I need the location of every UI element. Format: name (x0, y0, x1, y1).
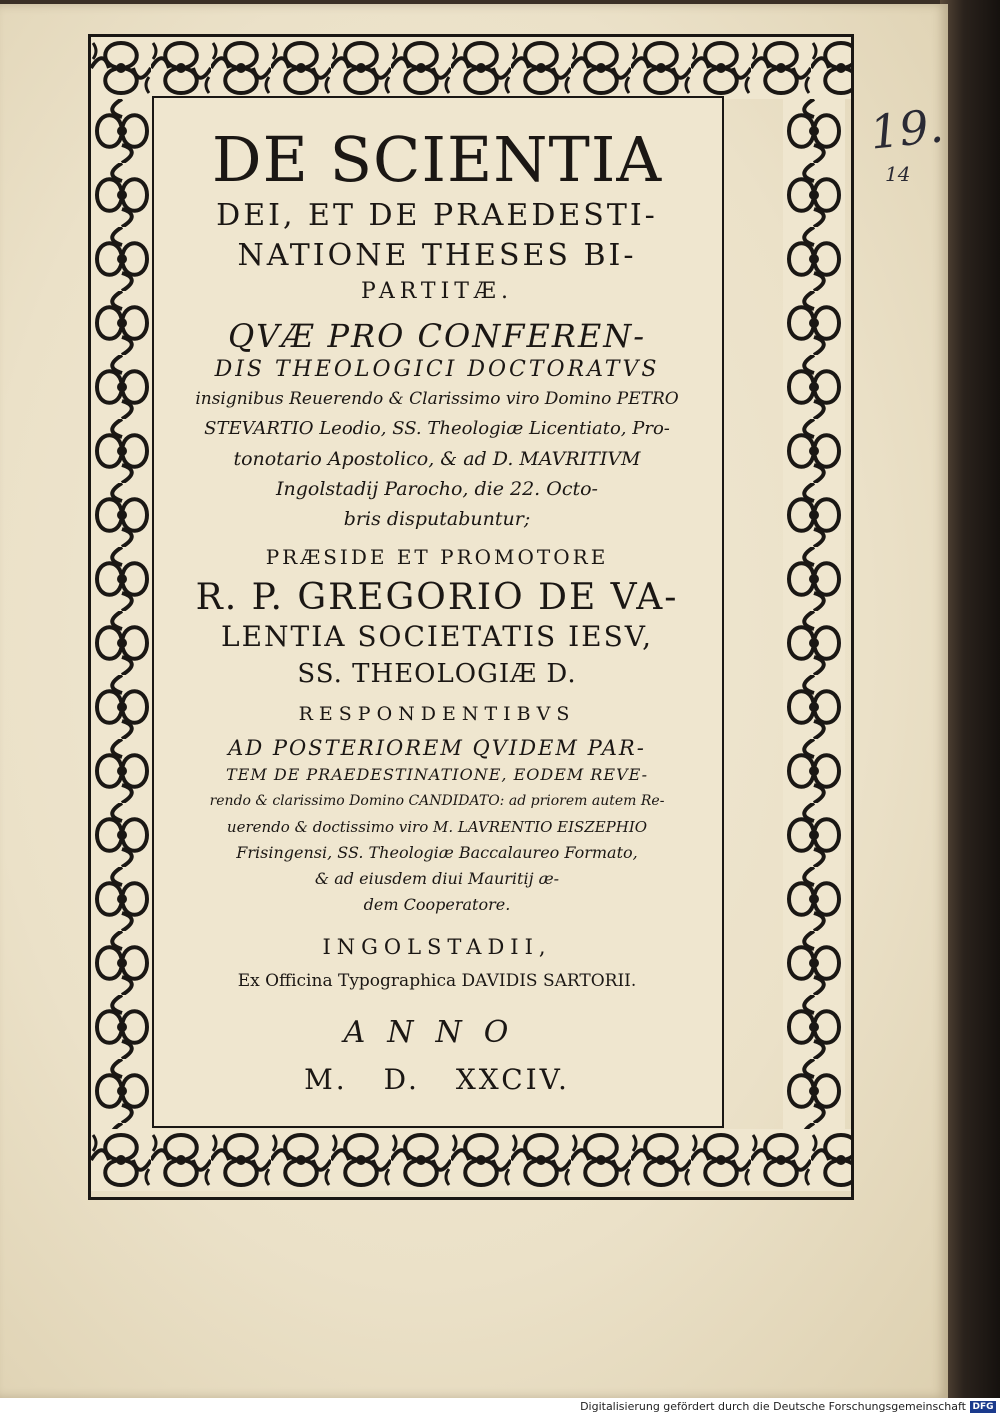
presider-line: LENTIA SOCIETATIS IESV, (220, 620, 653, 653)
footer-bar (0, 1398, 1000, 1415)
presider-line: R. P. GREGORIO DE VA- (195, 577, 679, 618)
imprint-city: INGOLSTADII, (322, 935, 552, 959)
title-page (0, 4, 948, 1398)
dfg-logo: DFG (970, 1401, 996, 1413)
border-top-ornament (91, 37, 851, 99)
title-line: PARTITÆ. (361, 279, 513, 304)
title-line: DE SCIENTIA (211, 123, 663, 196)
title-text-block (155, 124, 719, 1102)
respondents-line: uerendo & doctissimo viro M. LAVRENTIO EISZEPHIO (226, 818, 648, 836)
shelfmark-annotation: 19. (867, 98, 946, 160)
title-line: DEI, ET DE PRAEDESTI- (216, 198, 658, 233)
respondents-line: Frisingensi, SS. Theologiæ Baccalaureo Formato, (236, 843, 638, 862)
imprint-year: M. D. XXCIV. (304, 1063, 570, 1096)
title-line: NATIONE THESES BI- (237, 238, 637, 273)
occasion-line: STEVARTIO Leodio, SS. Theologiæ Licentiato, Pro- (204, 418, 670, 439)
funding-credit: Digitalisierung gefördert durch die Deutsche Forschungsgemeinschaft (580, 1400, 966, 1413)
occasion-line: QVÆ PRO CONFEREN- (227, 317, 647, 355)
occasion-line: bris disputabuntur; (343, 508, 531, 530)
number-annotation: 14 (885, 162, 911, 186)
border-bottom-ornament (91, 1129, 851, 1191)
border-left-ornament (91, 99, 153, 1129)
respondents-line: AD POSTERIOREM QVIDEM PAR- (228, 736, 646, 760)
border-right-ornament (783, 99, 845, 1129)
respondents-line: & ad eiusdem diui Mauritij æ- (314, 869, 560, 888)
imprint-printer: Ex Officina Typographica DAVIDIS SARTORII. (237, 971, 637, 991)
respondents-line: rendo & clarissimo Domino CANDIDATO: ad priorem autem Re- (209, 793, 665, 809)
presider-label: PRÆSIDE ET PROMOTORE (265, 545, 609, 569)
presider-line: SS. THEOLOGIÆ D. (297, 659, 577, 689)
occasion-line: DIS THEOLOGICI DOCTORATVS (214, 357, 660, 382)
scan-right-edge (940, 0, 1000, 1398)
imprint-anno: ANNO (343, 1015, 531, 1050)
respondents-line: dem Cooperatore. (363, 895, 511, 914)
occasion-line: insignibus Reuerendo & Clarissimo viro Domino PETRO (195, 389, 679, 409)
occasion-line: tonotario Apostolico, & ad D. MAVRITIVM (233, 448, 641, 470)
respondents-label: RESPONDENTIBVS (298, 703, 576, 725)
occasion-line: Ingolstadij Parocho, die 22. Octo- (276, 478, 598, 500)
respondents-line: TEM DE PRAEDESTINATIONE, EODEM REVE- (226, 765, 648, 784)
